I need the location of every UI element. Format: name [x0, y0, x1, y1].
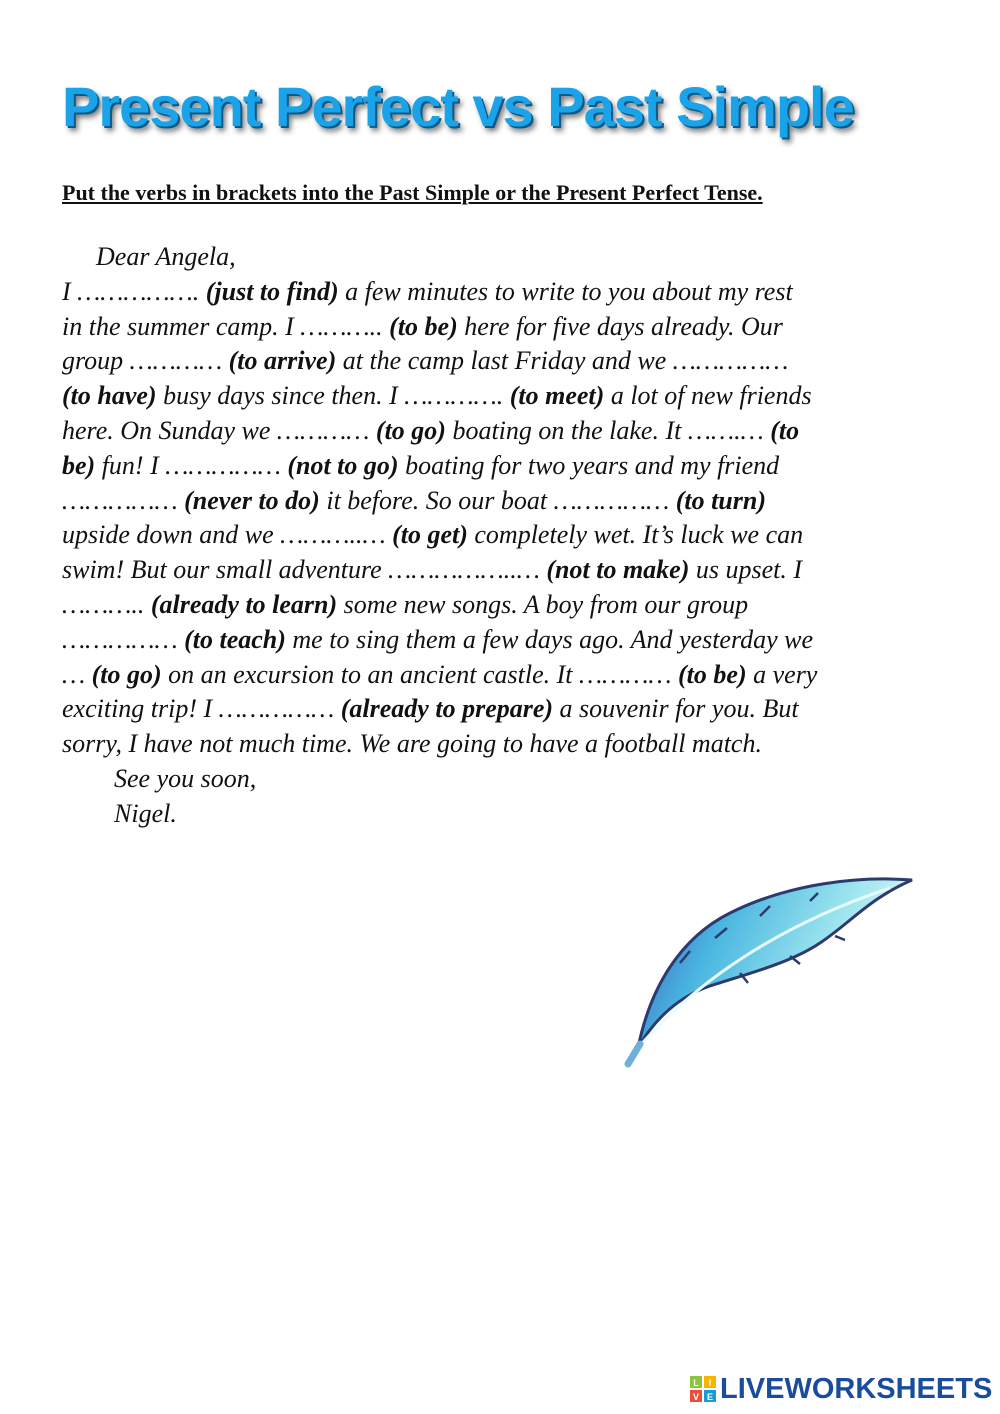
letter-line — [62, 449, 947, 484]
verb-prompt: (to go) — [375, 415, 446, 445]
verb-prompt: (to be) — [678, 659, 747, 689]
svg-text:I: I — [708, 1378, 712, 1388]
worksheet-title: Present Perfect vs Past Simple — [62, 75, 854, 138]
letter-text: fun! I …………… — [95, 450, 288, 480]
letter-text: a few minutes to write to you about my rest — [338, 276, 793, 306]
letter-text: ……….. — [62, 589, 151, 619]
verb-prompt: (to teach) — [184, 624, 286, 654]
verb-prompt: (already to learn) — [150, 589, 338, 619]
svg-text:L: L — [693, 1378, 699, 1388]
letter-line — [62, 727, 947, 762]
verb-prompt: (to meet) — [509, 381, 605, 411]
letter-line — [62, 484, 947, 519]
verb-prompt: (never to do) — [184, 485, 320, 515]
letter-text: boating on the lake. It …….… — [445, 415, 771, 445]
letter-line — [62, 379, 947, 414]
letter-paragraph — [62, 275, 947, 762]
verb-prompt: (to turn) — [675, 485, 766, 515]
letter-text: in the summer camp. I ……….. — [62, 311, 390, 341]
letter-line — [62, 310, 947, 345]
letter-greeting: Dear Angela, — [96, 242, 236, 271]
letter-text: some new songs. A boy from our group — [337, 589, 749, 619]
svg-text:V: V — [692, 1392, 700, 1402]
feather-icon — [620, 868, 920, 1068]
letter-line — [62, 275, 947, 310]
liveworksheets-logo-text: LIVEWORKSHEETS — [720, 1372, 993, 1405]
letter-text: a very — [746, 659, 818, 689]
verb-prompt: be) — [62, 450, 96, 480]
letter-text: at the camp last Friday and we …………… — [336, 346, 789, 376]
letter-body — [62, 240, 947, 832]
letter-text: exciting trip! I …………… — [62, 694, 341, 724]
letter-signature: Nigel. — [114, 798, 177, 828]
letter-text: busy days since then. I …………. — [156, 381, 510, 411]
letter-line — [62, 518, 947, 553]
exercise-instruction: Put the verbs in brackets into the Past Simple or the Present Perfect Tense. — [62, 180, 763, 205]
verb-prompt: (to arrive) — [228, 346, 337, 376]
letter-text: a lot of new friends — [604, 381, 812, 411]
letter-text: here. On Sunday we ………… — [62, 415, 376, 445]
verb-prompt: (to have) — [62, 381, 157, 411]
letter-line — [62, 658, 947, 693]
letter-line — [62, 692, 947, 727]
letter-text: upside down and we ………..… — [62, 520, 393, 550]
letter-text: swim! But our small adventure ……………..… — [62, 555, 547, 585]
letter-text: sorry, I have not much time. We are going to have a football match. — [62, 729, 762, 759]
letter-text: I ……………. — [62, 276, 206, 306]
verb-prompt: (just to find) — [205, 276, 339, 306]
letter-line — [62, 414, 947, 449]
letter-text: … — [62, 659, 92, 689]
letter-text: completely wet. It’s luck we can — [467, 520, 804, 550]
letter-line — [62, 588, 947, 623]
verb-prompt: (to — [770, 415, 800, 445]
letter-line — [62, 344, 947, 379]
letter-text: a souvenir for you. But — [553, 694, 799, 724]
letter-line — [62, 623, 947, 658]
letter-text: here for five days already. Our — [457, 311, 783, 341]
verb-prompt: (not to go) — [287, 450, 399, 480]
letter-text: it before. So our boat …………… — [319, 485, 676, 515]
verb-prompt: (already to prepare) — [340, 694, 554, 724]
letter-line — [62, 553, 947, 588]
letter-closing: See you soon, — [114, 763, 257, 793]
liveworksheets-logo — [690, 1372, 992, 1406]
letter-text: me to sing them a few days ago. And yesterday we — [285, 624, 814, 654]
verb-prompt: (to go) — [91, 659, 162, 689]
svg-text:E: E — [706, 1392, 714, 1402]
verb-prompt: (not to make) — [546, 555, 690, 585]
letter-text: boating for two years and my friend — [398, 450, 780, 480]
verb-prompt: (to be) — [389, 311, 458, 341]
liveworksheets-logo-icon — [690, 1376, 716, 1402]
letter-text: …………… — [62, 624, 185, 654]
letter-text: …………… — [62, 485, 185, 515]
letter-text: us upset. I — [689, 555, 803, 585]
verb-prompt: (to get) — [392, 520, 468, 550]
letter-text: on an excursion to an ancient castle. It ………… — [161, 659, 679, 689]
letter-text: group ………… — [62, 346, 229, 376]
